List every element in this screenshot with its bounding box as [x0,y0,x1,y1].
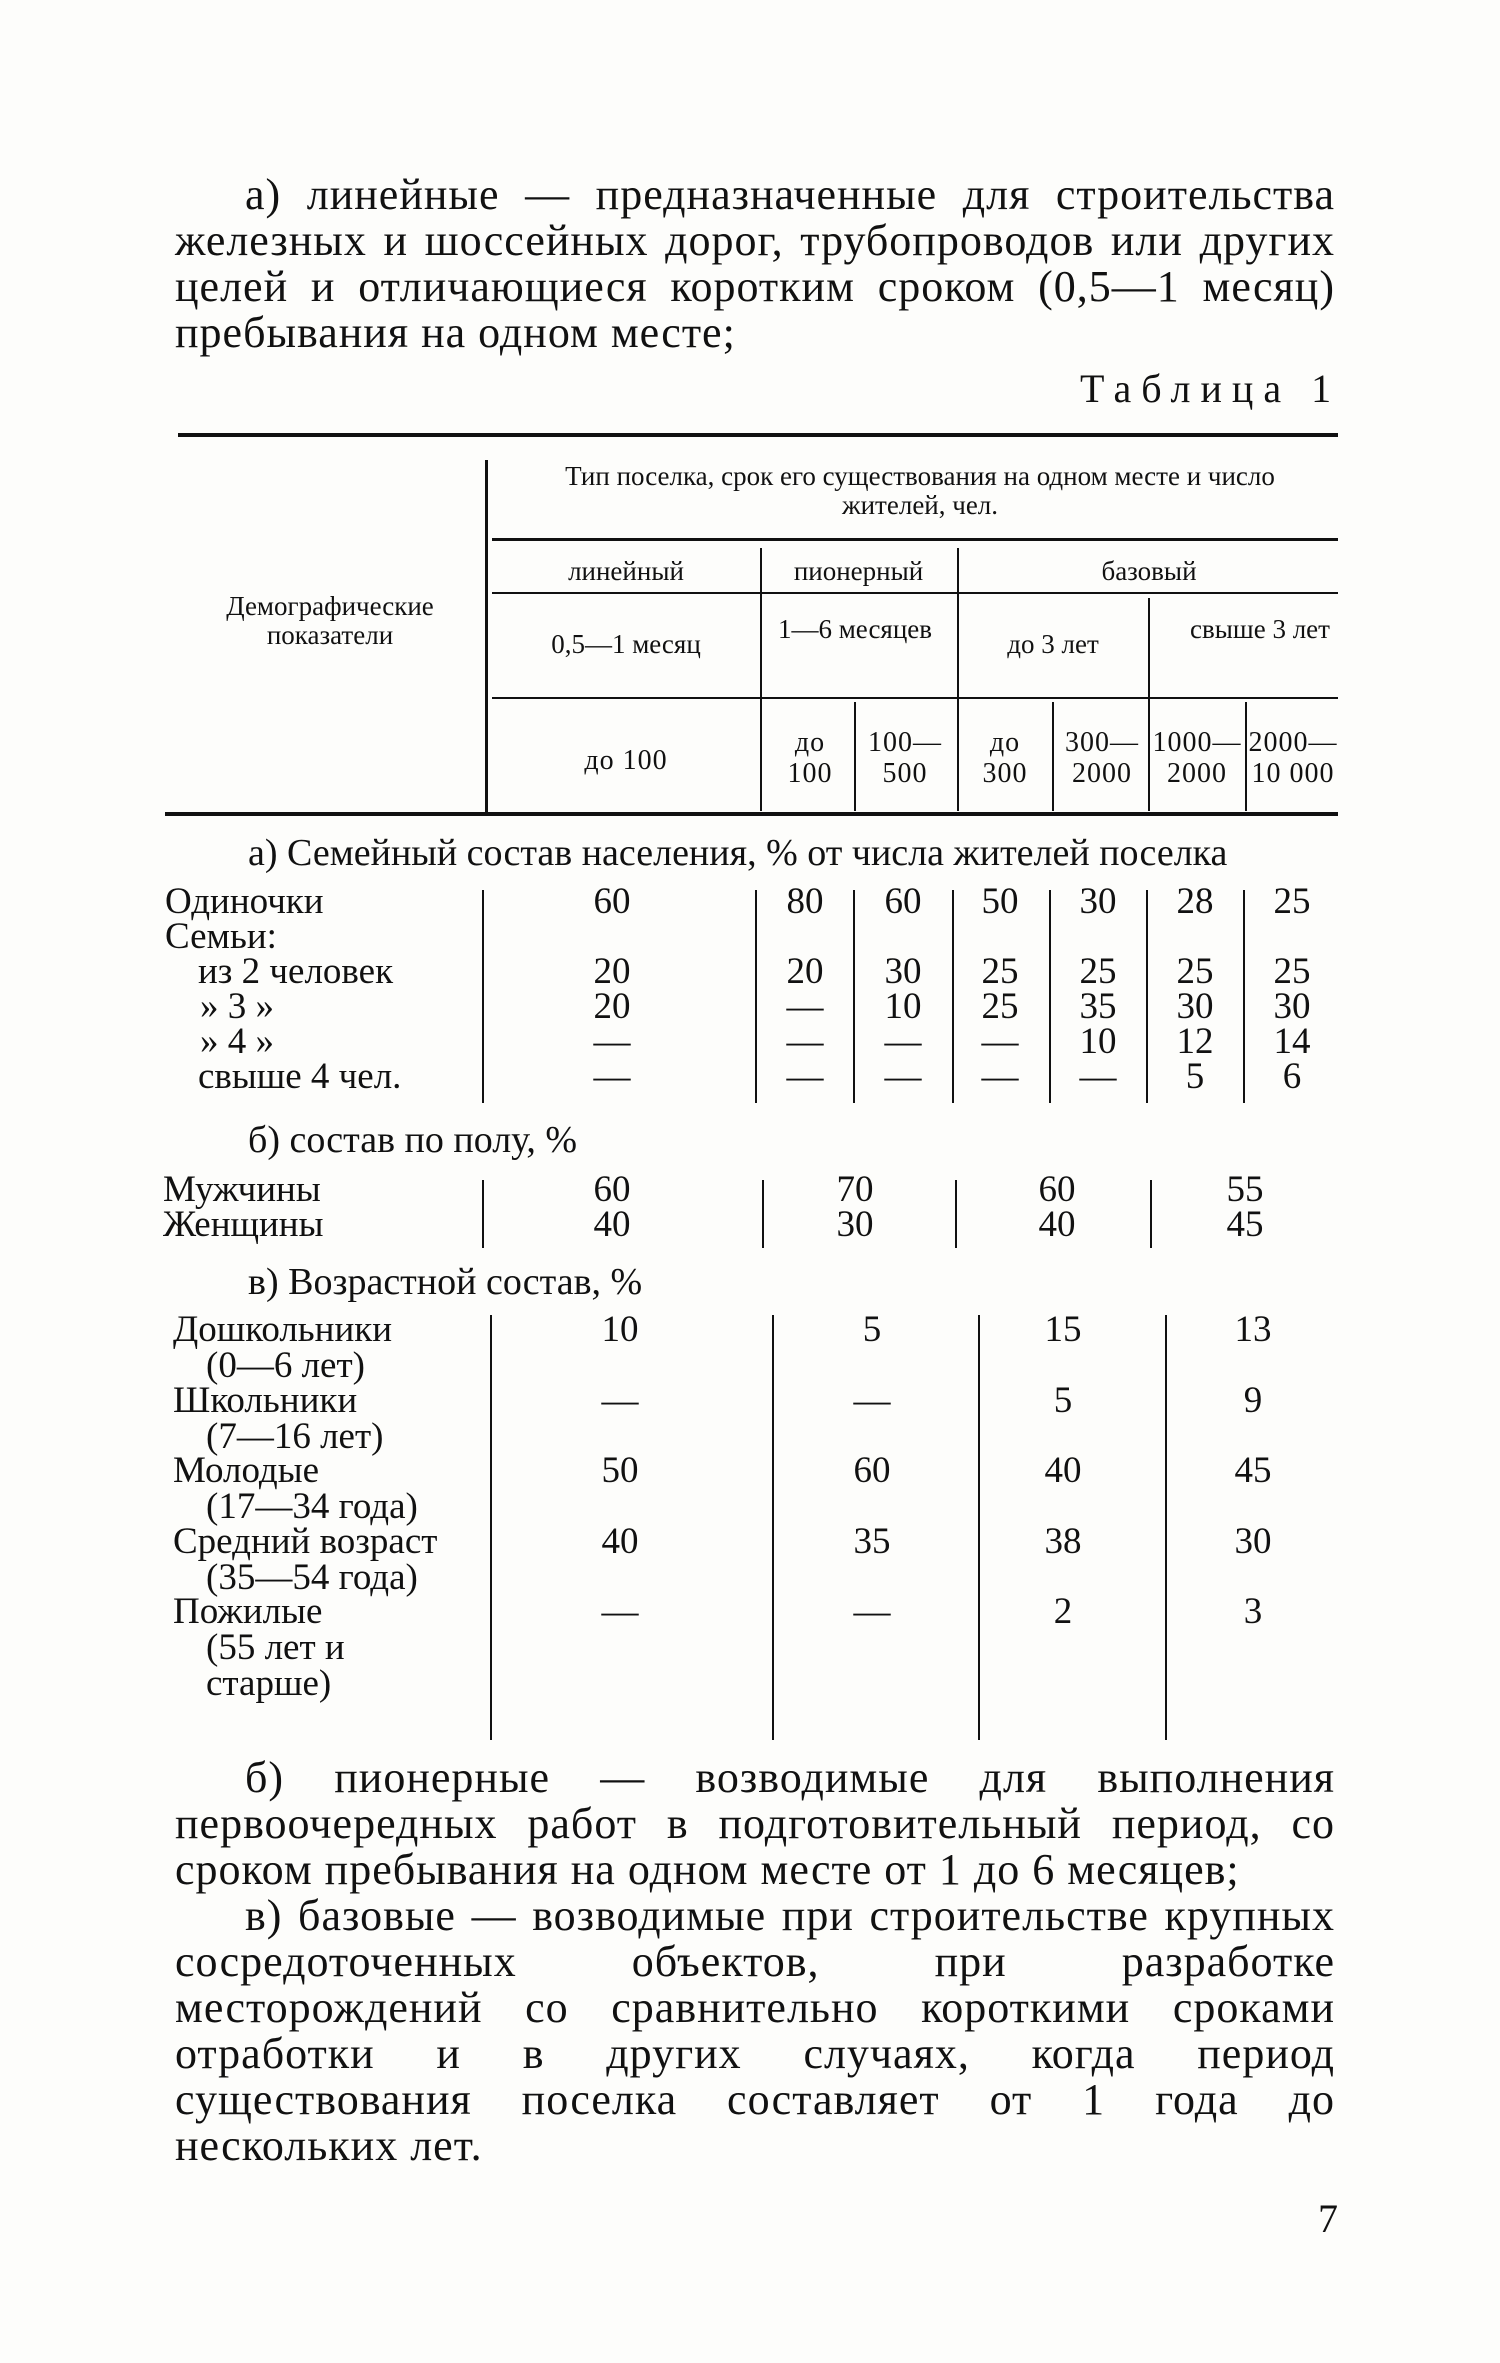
age-cell: 5 [1053,1380,1073,1421]
gender-cell: 45 [1226,1204,1264,1245]
section-gender-title: б) состав по полу, % [248,1119,578,1161]
family-cell: 30 [1079,881,1117,922]
family-cell: 12 [1176,1021,1214,1062]
section-family-title: а) Семейный состав населения, % от числа жителей поселка [248,832,1228,874]
age-row-label: Дошкольники [173,1309,393,1350]
gender-cell: 60 [593,1169,631,1210]
family-cell: 20 [593,986,631,1027]
age-cell: 40 [601,1521,639,1562]
type-base: базовый [1101,556,1197,586]
family-cell: 60 [593,881,631,922]
table-top-rule [178,433,1338,437]
gender-vline-1 [762,1180,764,1248]
age-cell: 2 [1053,1591,1073,1632]
paragraph-pioneer: б) пионерные — возводимые для выполнения первоочередных работ в подготовительный период, со сроком пребывания на одном месте от 1 до 6 месяцев; [175,1753,1335,1894]
gender-cell: 30 [836,1204,874,1245]
age-cell: — [601,1380,639,1421]
family-cell: 30 [1273,986,1311,1027]
family-cell: — [786,1021,824,1062]
family-cell: 25 [1273,881,1311,922]
age-cell: 5 [862,1309,882,1350]
duration-rule [492,697,1338,699]
family-cell: 35 [1079,986,1117,1027]
group-rule [492,538,1338,541]
vline-pop-1 [854,702,856,811]
page-number: 7 [1318,2196,1338,2241]
age-row-sublabel: (55 лет и [206,1627,345,1668]
family-cell: 6 [1282,1056,1302,1097]
family-cell: 60 [884,881,922,922]
age-cell: — [853,1591,891,1632]
family-row-label: Одиночки [165,881,324,922]
age-vline-3 [1165,1315,1167,1740]
table-caption: Таблица 1 [1080,366,1342,411]
vline-pop-3 [1245,702,1247,811]
population-base-1: до 300 [982,727,1028,789]
gender-vline-3 [1150,1180,1152,1248]
type-rule [492,592,1338,594]
group-header: Тип поселка, срок его существования на одном месте и число жителей, чел. [565,461,1275,520]
age-row-sublabel: (35—54 года) [206,1557,418,1598]
family-cell: 25 [981,986,1019,1027]
family-cell: 10 [884,986,922,1027]
family-cell: 30 [1176,986,1214,1027]
family-cell: 25 [981,951,1019,992]
family-row-label: свыше 4 чел. [198,1056,402,1097]
age-row-sublabel: (17—34 года) [206,1486,418,1527]
population-base-4: 2000—10 000 [1248,727,1338,789]
family-cell: — [786,986,824,1027]
family-cell: 25 [1273,951,1311,992]
age-cell: 35 [853,1521,891,1562]
family-cell: — [884,1021,922,1062]
family-cell: 14 [1273,1021,1311,1062]
gender-vline-0 [482,1180,484,1248]
gender-cell: 55 [1226,1169,1264,1210]
family-cell: 80 [786,881,824,922]
family-cell: 25 [1079,951,1117,992]
age-row-sublabel: (0—6 лет) [206,1345,365,1386]
family-cell: — [981,1021,1019,1062]
type-linear: линейный [568,556,684,586]
family-row-label: Семьи: [165,916,277,957]
age-cell: 15 [1044,1309,1082,1350]
family-cell: — [981,1056,1019,1097]
age-row-label: Молодые [173,1450,319,1491]
population-base-3: 1000—2000 [1152,727,1242,789]
family-cell: 20 [593,951,631,992]
gender-cell: 60 [1038,1169,1076,1210]
population-pioneer-large: 100—500 [868,727,942,789]
age-cell: 50 [601,1450,639,1491]
family-row-label: из 2 человек [198,951,394,992]
age-row-label: Школьники [173,1380,358,1421]
vline-pop-2 [1052,702,1054,811]
family-cell: 20 [786,951,824,992]
age-cell: — [853,1380,891,1421]
family-cell: — [786,1056,824,1097]
vline-type-1 [760,548,762,811]
family-cell: — [1079,1056,1117,1097]
section-age-title: в) Возрастной состав, % [248,1261,643,1303]
family-cell: 25 [1176,951,1214,992]
family-row-label: » 4 » [200,1021,274,1062]
family-cell: 5 [1185,1056,1205,1097]
age-vline-1 [772,1315,774,1740]
intro-paragraph: а) линейные — предназначенные для строительства железных и шоссейных дорог, трубопроводов или других целей и отличающиеся коротким сроком (0,5—1 месяц) пребывания на одном месте; [175,170,1335,357]
age-cell: 9 [1243,1380,1263,1421]
paragraph-base: в) базовые — возводимые при строительстве крупных сосредоточенных объектов, при разработке месторождений со сравнительно короткими сроками отработки и в других случаях, когда период существования поселка составляет от 1 года до нескольких лет. [175,1891,1335,2170]
gender-row-label: Мужчины [163,1169,321,1210]
duration-base-short: до 3 лет [1007,629,1099,659]
gender-cell: 40 [1038,1204,1076,1245]
family-row-label: » 3 » [200,986,274,1027]
age-cell: 13 [1234,1309,1272,1350]
age-cell: 40 [1044,1450,1082,1491]
vline-type-2 [957,548,959,811]
header-bottom-rule [165,812,1338,816]
gender-cell: 70 [836,1169,874,1210]
age-row-label: Средний возраст [173,1521,438,1562]
duration-linear: 0,5—1 месяц [551,629,701,659]
gender-row-label: Женщины [163,1204,324,1245]
family-cell: — [884,1056,922,1097]
age-cell: 10 [601,1309,639,1350]
family-cell: 10 [1079,1021,1117,1062]
age-cell: — [601,1591,639,1632]
age-row-sublabel: (7—16 лет) [206,1416,384,1457]
population-base-2: 300—2000 [1065,727,1139,789]
age-cell: 3 [1243,1591,1263,1632]
family-vline-0 [482,890,484,1103]
age-row-sublabel-2: старше) [206,1663,332,1704]
family-cell: — [593,1021,631,1062]
age-vline-2 [978,1315,980,1740]
age-row-label: Пожилые [173,1591,323,1632]
duration-base-long: свыше 3 лет [1190,614,1330,644]
age-cell: 38 [1044,1521,1082,1562]
stub-header: Демографические показатели [226,591,434,650]
age-vline-0 [490,1315,492,1740]
type-pioneer: пионерный [793,556,924,586]
family-cell: — [593,1056,631,1097]
family-cell: 30 [884,951,922,992]
duration-pioneer: 1—6 месяцев [777,614,933,644]
family-cell: 28 [1176,881,1214,922]
age-cell: 45 [1234,1450,1272,1491]
age-cell: 30 [1234,1521,1272,1562]
population-pioneer-small: до 100 [787,727,833,789]
gender-cell: 40 [593,1204,631,1245]
gender-vline-2 [955,1180,957,1248]
family-cell: 50 [981,881,1019,922]
population-linear: до 100 [584,745,668,776]
stub-divider [485,460,488,812]
age-cell: 60 [853,1450,891,1491]
